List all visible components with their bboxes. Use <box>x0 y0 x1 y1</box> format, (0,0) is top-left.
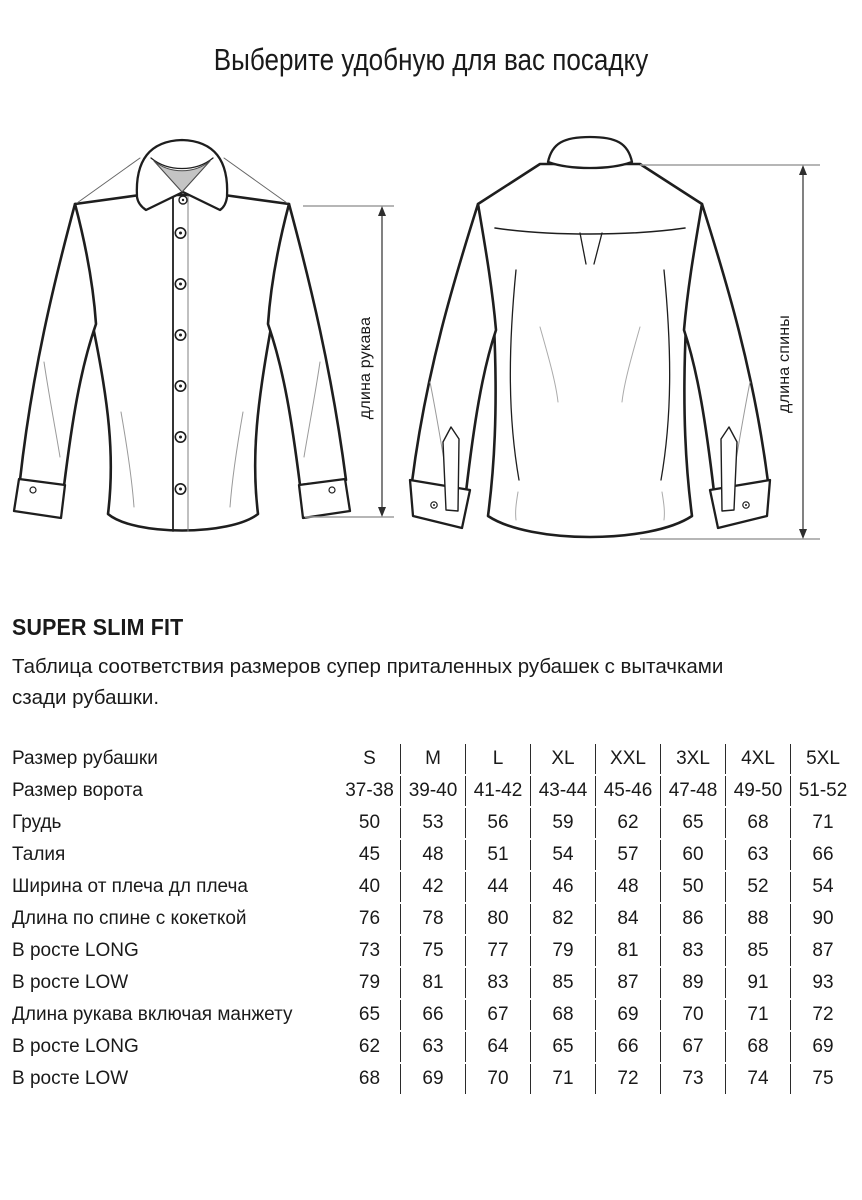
cell: 83 <box>660 936 725 966</box>
fit-description-line: сзади рубашки. <box>12 686 160 709</box>
cell: 66 <box>595 1032 660 1062</box>
cell: 83 <box>465 968 530 998</box>
cell: 59 <box>530 808 595 838</box>
table-row <box>12 968 855 998</box>
cell: 51-52 <box>790 776 855 806</box>
cell: 81 <box>400 968 465 998</box>
back-length-label: длина спины <box>776 315 794 413</box>
cell: 63 <box>725 840 790 870</box>
cell: 73 <box>358 940 381 961</box>
shirt-diagram-svg <box>0 100 862 570</box>
cell: 54 <box>530 840 595 870</box>
cell: 42 <box>400 872 465 902</box>
cell: 45-46 <box>595 776 660 806</box>
cell: 89 <box>660 968 725 998</box>
cell: 49-50 <box>725 776 790 806</box>
cell: 70 <box>465 1064 530 1094</box>
row-label: В росте LOW <box>12 1068 129 1089</box>
cell: 88 <box>725 904 790 934</box>
cell: 66 <box>790 840 855 870</box>
cell: 86 <box>660 904 725 934</box>
cell: 70 <box>660 1000 725 1030</box>
cell: 75 <box>400 936 465 966</box>
table-row <box>12 904 855 934</box>
cell: 85 <box>530 968 595 998</box>
shirt-back-drawing <box>410 137 770 537</box>
cell: 65 <box>358 1004 381 1025</box>
size-table <box>12 742 855 1096</box>
cell: 39-40 <box>400 776 465 806</box>
cell: 45 <box>358 844 381 865</box>
cell: 41-42 <box>465 776 530 806</box>
table-row <box>12 936 855 966</box>
row-label: В росте LONG <box>12 1036 139 1057</box>
fit-description <box>12 651 723 713</box>
cell: M <box>400 744 465 774</box>
cell: 40 <box>358 876 381 897</box>
sleeve-length-label: длина рукава <box>357 316 375 420</box>
row-label: В росте LOW <box>12 972 129 993</box>
cell: 71 <box>530 1064 595 1094</box>
cell: 68 <box>725 1032 790 1062</box>
cell: 67 <box>465 1000 530 1030</box>
cell: 74 <box>725 1064 790 1094</box>
row-label: Ширина от плеча дл плеча <box>12 876 248 897</box>
cell: 56 <box>465 808 530 838</box>
cell: 87 <box>595 968 660 998</box>
row-label: Размер рубашки <box>12 748 158 769</box>
cell: L <box>465 744 530 774</box>
cell: 60 <box>660 840 725 870</box>
cell: S <box>363 748 376 769</box>
cell: 68 <box>725 808 790 838</box>
cell: 69 <box>595 1000 660 1030</box>
table-row <box>12 1064 855 1094</box>
cell: 91 <box>725 968 790 998</box>
cell: 90 <box>790 904 855 934</box>
cell: 43-44 <box>530 776 595 806</box>
cell: 46 <box>530 872 595 902</box>
cell: 51 <box>465 840 530 870</box>
table-row <box>12 744 855 774</box>
cell: 57 <box>595 840 660 870</box>
cell: 93 <box>790 968 855 998</box>
cell: 48 <box>595 872 660 902</box>
cell: 47-48 <box>660 776 725 806</box>
cell: 62 <box>358 1036 381 1057</box>
row-label: Грудь <box>12 812 62 833</box>
cell: 52 <box>725 872 790 902</box>
cell: 65 <box>660 808 725 838</box>
cell: XXL <box>595 744 660 774</box>
cell: 76 <box>358 908 381 929</box>
cell: 37-38 <box>345 780 394 801</box>
cell: 67 <box>660 1032 725 1062</box>
cell: 85 <box>725 936 790 966</box>
cell: 78 <box>400 904 465 934</box>
cell: 71 <box>790 808 855 838</box>
cell: 84 <box>595 904 660 934</box>
table-row <box>12 872 855 902</box>
cell: 79 <box>358 972 381 993</box>
row-label: Длина по спине с кокеткой <box>12 908 247 929</box>
cell: 48 <box>400 840 465 870</box>
cell: 54 <box>790 872 855 902</box>
cell: 68 <box>530 1000 595 1030</box>
row-label: Размер ворота <box>12 780 143 801</box>
cell: XL <box>530 744 595 774</box>
cell: 66 <box>400 1000 465 1030</box>
cell: 4XL <box>725 744 790 774</box>
table-row <box>12 840 855 870</box>
cell: 64 <box>465 1032 530 1062</box>
cell: 44 <box>465 872 530 902</box>
size-table-body <box>12 744 855 1094</box>
cell: 73 <box>660 1064 725 1094</box>
cell: 72 <box>790 1000 855 1030</box>
cell: 62 <box>595 808 660 838</box>
cell: 69 <box>790 1032 855 1062</box>
page-title: Выберите удобную для вас посадку <box>213 42 649 77</box>
cell: 50 <box>358 812 381 833</box>
cell: 69 <box>400 1064 465 1094</box>
row-label: Талия <box>12 844 66 865</box>
fit-description-line: Таблица соответствия размеров супер приталенных рубашек с вытачками <box>12 655 724 678</box>
cell: 87 <box>790 936 855 966</box>
cell: 50 <box>660 872 725 902</box>
shirt-diagrams <box>0 100 862 570</box>
cell: 68 <box>358 1068 381 1089</box>
cell: 65 <box>530 1032 595 1062</box>
cell: 82 <box>530 904 595 934</box>
table-row <box>12 1032 855 1062</box>
cell: 5XL <box>790 744 855 774</box>
row-label: Длина рукава включая манжету <box>12 1004 293 1025</box>
cell: 63 <box>400 1032 465 1062</box>
row-label: В росте LONG <box>12 940 139 961</box>
cell: 72 <box>595 1064 660 1094</box>
cell: 75 <box>790 1064 855 1094</box>
cell: 80 <box>465 904 530 934</box>
fit-heading: SUPER SLIM FIT <box>12 614 184 640</box>
cell: 79 <box>530 936 595 966</box>
table-row <box>12 808 855 838</box>
cell: 71 <box>725 1000 790 1030</box>
cell: 77 <box>465 936 530 966</box>
table-row <box>12 776 855 806</box>
cell: 53 <box>400 808 465 838</box>
cell: 81 <box>595 936 660 966</box>
table-row <box>12 1000 855 1030</box>
shirt-front-drawing <box>14 140 350 531</box>
cell: 3XL <box>660 744 725 774</box>
